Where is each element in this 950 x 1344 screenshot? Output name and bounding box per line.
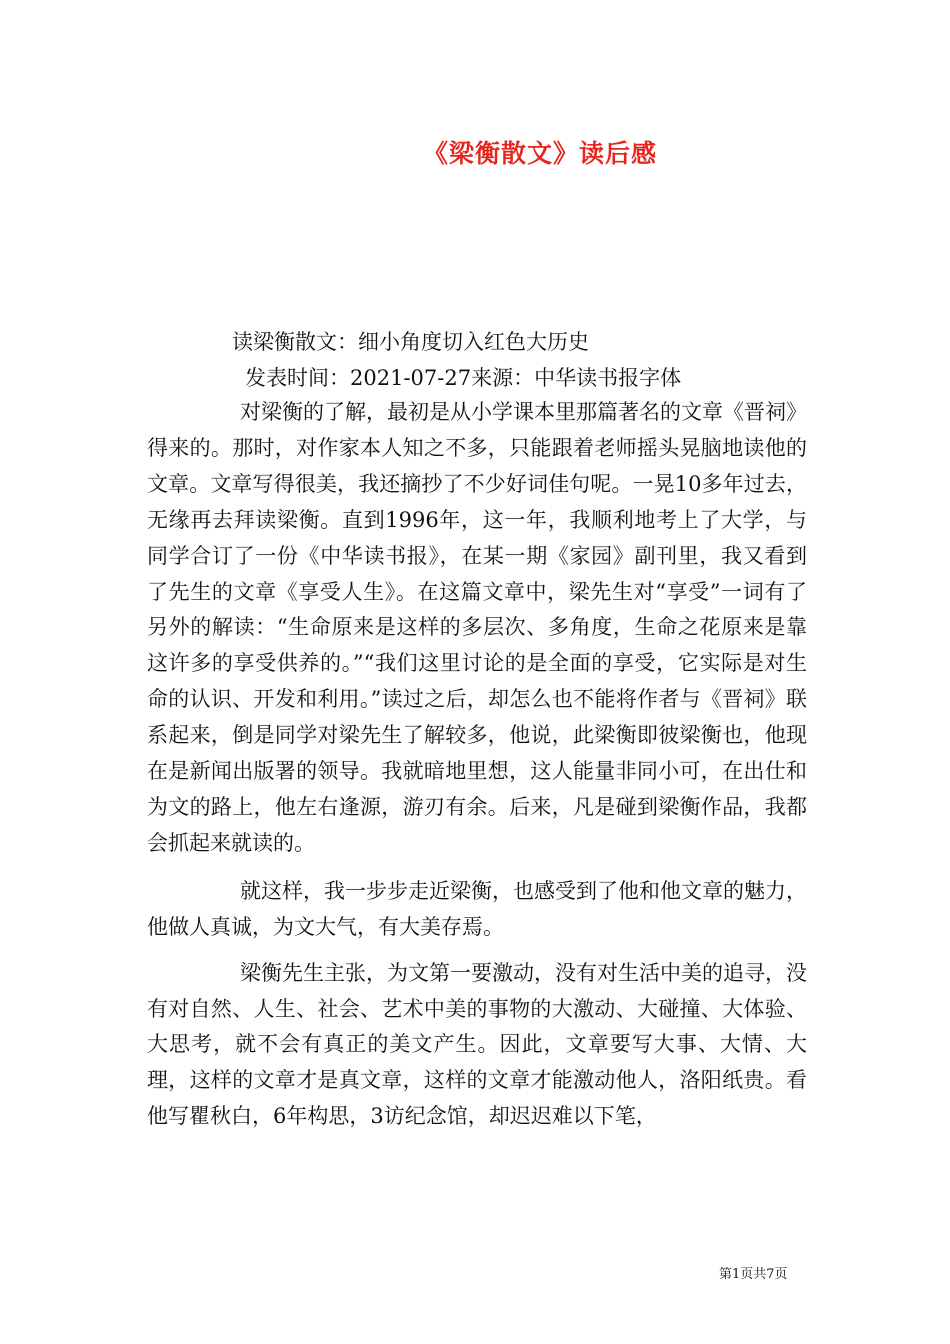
- paragraph: 对梁衡的了解，最初是从小学课本里那篇著名的文章《晋祠》得来的。那时，对作家本人知之不多，只能跟着老师摇头晃脑地读他的文章。文章写得很美，我还摘抄了不少好词佳句呢。一晃10多年过去，无缘再去拜读梁衡。直到1996年，这一年，我顺利地考上了大学，与同学合订了一份《中华读书报》，在某一期《家园》副刊里，我又看到了先生的文章《享受人生》。在这篇文章中，梁先生对“享受”一词有了另外的解读：“生命原来是这样的多层次、多角度，生命之花原来是靠这许多的享受供养的。”“我们这里讨论的是全面的享受，它实际是对生命的认识、开发和利用。”读过之后，却怎么也不能将作者与《晋祠》联系起来，倒是同学对梁先生了解较多，他说，此梁衡即彼梁衡也，他现在是新闻出版署的领导。我就暗地里想，这人能量非同小可，在出仕和为文的路上，他左右逢源，游刃有余。后来，凡是碰到梁衡作品，我都会抓起来就读的。: [147, 400, 807, 855]
- paragraph: 梁衡先生主张，为文第一要激动，没有对生活中美的追寻，没有对自然、人生、社会、艺术中美的事物的大激动、大碰撞、大体验、大思考，就不会有真正的美文产生。因此，文章要写大事、大情、大理，这样的文章才是真文章，这样的文章才能激动他人，洛阳纸贵。看他写瞿秋白，6年构思，3访纪念馆，却迟迟难以下笔，: [147, 960, 807, 1129]
- paragraph: 就这样，我一步步走近梁衡，也感受到了他和他文章的魅力，他做人真诚，为文大气，有大美存焉。: [147, 878, 807, 939]
- document-title: 《梁衡散文》读后感: [422, 139, 657, 168]
- article-body: [147, 395, 807, 1135]
- publish-meta: 发表时间：2021-07-27来源：中华读书报字体: [245, 366, 682, 390]
- article-subtitle: 读梁衡散文：细小角度切入红色大历史: [232, 330, 589, 354]
- page-number: 第1页共7页: [719, 1267, 788, 1282]
